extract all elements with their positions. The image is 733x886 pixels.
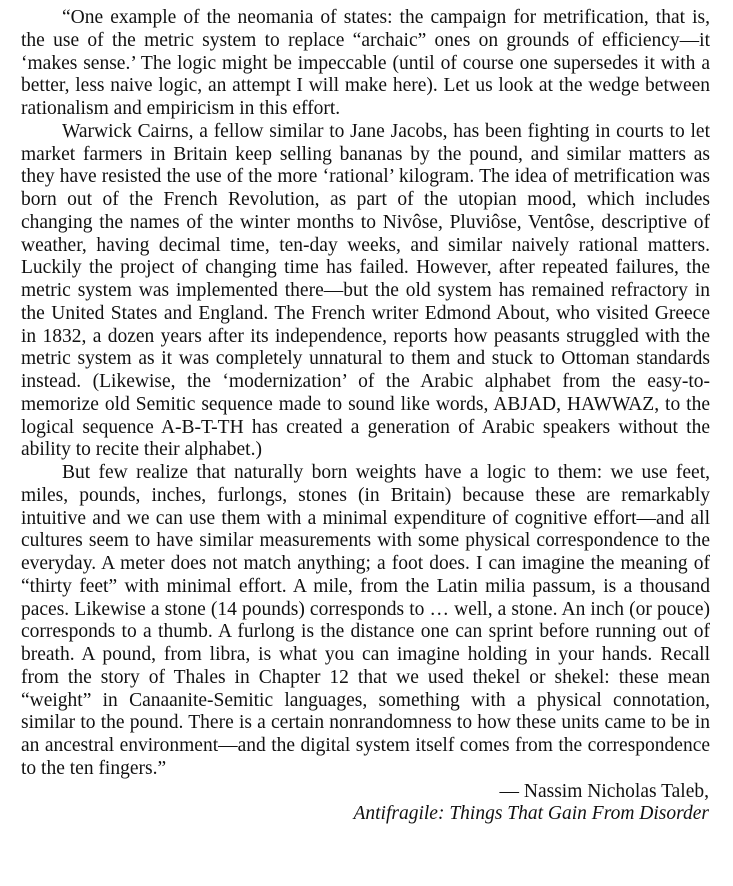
quote-paragraph-1: “One example of the neomania of states: the campaign for metrification, that is, the use of the metric system to replace “archaic” ones on grounds of efficiency—it ‘makes sense.’ The logic might be impeccable (until of course one supersedes it with a better, less naive logic, an attempt I will make here). Let us look at the wedge between rationalism and empiricism in this effort. — [21, 7, 710, 119]
quote-paragraph-2: Warwick Cairns, a fellow similar to Jane Jacobs, has been fighting in courts to let market farmers in Britain keep selling bananas by the pound, and similar matters as they have resisted the use of the more ‘rational’ kilogram. The idea of metrification was born out of the French Revolution, as part of the utopian mood, which includes changing the names of the winter months to Nivôse, Pluviôse, Ventôse, descriptive of weather, having decimal time, ten-day weeks, and similar naively rational matters. Luckily the project of changing time has failed. However, after repeated failures, the metric system was implemented there—but the old system has remained refractory in the United States and England. The French writer Edmond About, who visited Greece in 1832, a dozen years after its independence, reports how peasants struggled with the metric system as it was completely unnatural to them and stuck to Ottoman standards instead. (Likewise, the ‘modernization’ of the Arabic alphabet from the easy-to-memorize old Semitic sequence made to sound like words, ABJAD, HAWWAZ, to the logical sequence A-B-T-TH has created a generation of Arabic speakers without the ability to recite their alphabet.) — [21, 120, 710, 461]
author-line: — Nassim Nicholas Taleb, — [499, 780, 709, 802]
book-title: Antifragile: Things That Gain From Disorder — [353, 803, 709, 825]
attribution — [21, 781, 710, 827]
quote-paragraph-3: But few realize that naturally born weights have a logic to them: we use feet, miles, pounds, inches, furlongs, stones (in Britain) because these are remarkably intuitive and we can use them with a minimal expenditure of cognitive effort—and all cultures seem to have similar measurements with some physical correspondence to the everyday. A meter does not match anything; a foot does. I can imagine the meaning of “thirty feet” with minimal effort. A mile, from the Latin milia passum, is a thousand paces. Likewise a stone (14 pounds) corresponds to … well, a stone. An inch (or pouce) corresponds to a thumb. A furlong is the distance one can sprint before running out of breath. A pound, from libra, is what you can imagine holding in your hands. Recall from the story of Thales in Chapter 12 that we used thekel or shekel: these mean “weight” in Canaanite-Semitic languages, something with a physical connotation, similar to the pound. There is a certain nonrandomness to how these units came to be in an ancestral environment—and the digital system itself comes from the correspondence to the ten fingers.” — [21, 462, 710, 779]
